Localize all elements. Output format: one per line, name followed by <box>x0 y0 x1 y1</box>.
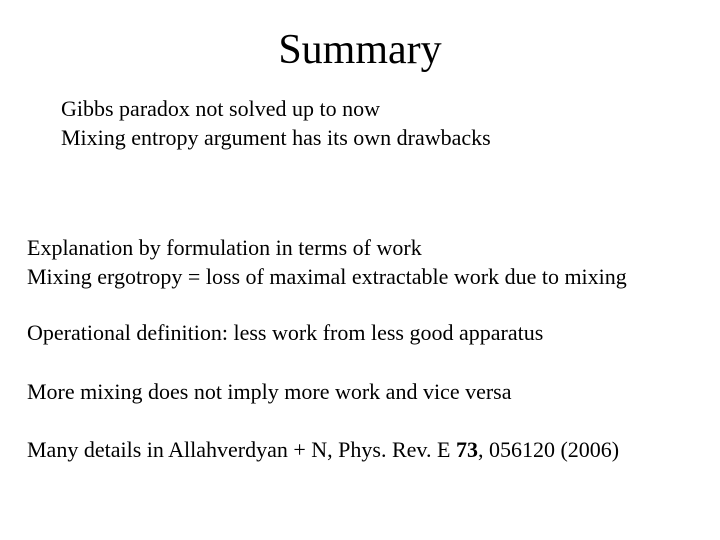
slide-title: Summary <box>278 27 442 73</box>
point-more-mixing: More mixing does not imply more work and vice versa <box>27 379 512 404</box>
point-gibbs-paradox: Gibbs paradox not solved up to now <box>61 96 380 121</box>
reference-volume: 73 <box>455 437 478 462</box>
point-explanation: Explanation by formulation in terms of work <box>27 235 422 260</box>
reference-prefix: Many details in Allahverdyan + N, Phys. Rev. E <box>27 437 456 462</box>
point-operational-definition: Operational definition: less work from less good apparatus <box>27 320 544 345</box>
point-mixing-entropy: Mixing entropy argument has its own drawbacks <box>61 125 491 150</box>
point-mixing-ergotropy: Mixing ergotropy = loss of maximal extractable work due to mixing <box>27 264 627 289</box>
reference-suffix: , 056120 (2006) <box>477 437 620 462</box>
point-reference <box>27 436 619 464</box>
